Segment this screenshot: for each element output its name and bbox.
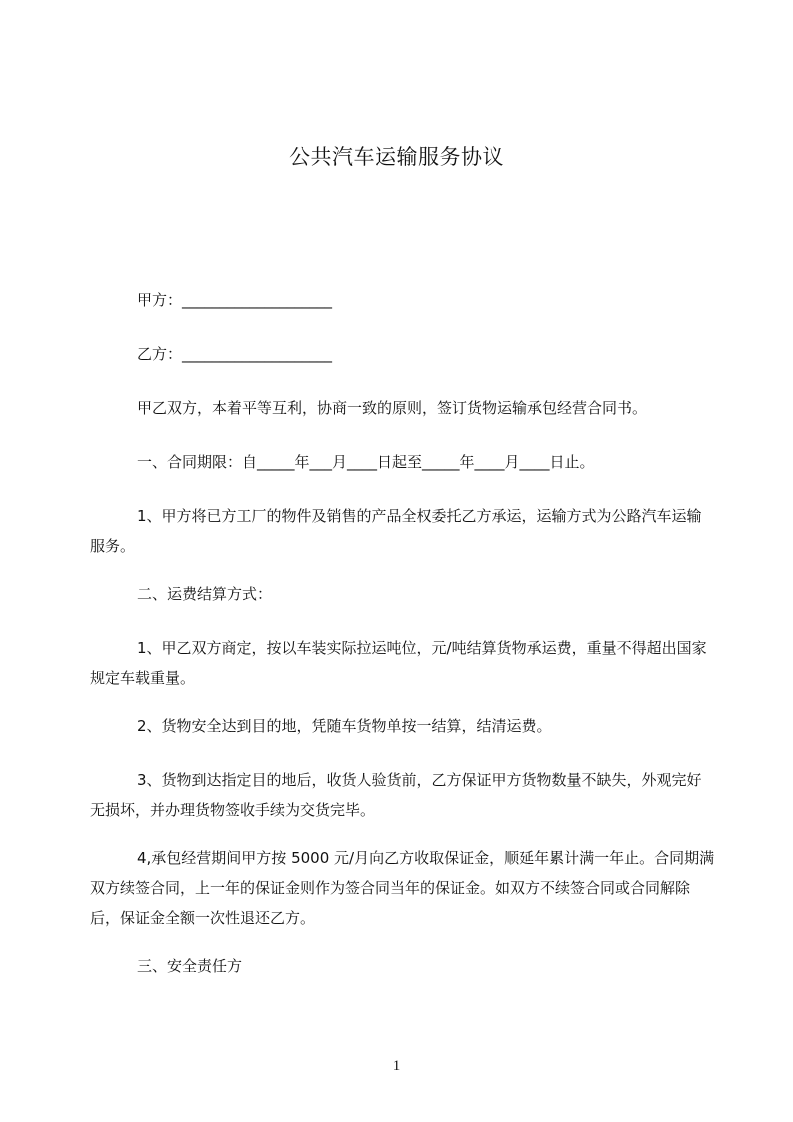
section2-heading: 二、运费结算方式： — [137, 585, 273, 603]
party-a-line: 甲方：____________________ — [137, 291, 333, 309]
document-title: 公共汽车运输服务协议 — [289, 145, 504, 169]
party-b-line: 乙方：____________________ — [137, 345, 333, 363]
section2-item4: 4,承包经营期间甲方按 5000 元/月向乙方收取保证金，顺延年累计满一年止。合同期满双方续签合同，上一年的保证金则作为签合同当年的保证金。如双方不续签合同或合同解除后，保证金全额一次性退还乙方。 — [90, 849, 715, 927]
section1-item1: 1、甲方将已方工厂的物件及销售的产品全权委托乙方承运，运输方式为公路汽车运输服务。 — [90, 507, 702, 555]
section3-heading: 三、安全责任方 — [137, 957, 243, 975]
section1-heading: 一、合同期限：自_____年___月____日起至_____年____月____日止。 — [137, 453, 595, 471]
section2-item2: 2、货物安全达到目的地，凭随车货物单按一结算，结清运费。 — [137, 717, 552, 735]
intro-paragraph: 甲乙双方，本着平等互利，协商一致的原则，签订货物运输承包经营合同书。 — [137, 399, 648, 417]
page-number: 1 — [392, 1058, 401, 1074]
section2-item1: 1、甲乙双方商定，按以车装实际拉运吨位，元/吨结算货物承运费，重量不得超出国家规定车载重量。 — [90, 639, 707, 687]
section2-item3: 3、货物到达指定目的地后，收货人验货前，乙方保证甲方货物数量不缺失，外观完好无损坏，并办理货物签收手续为交货完毕。 — [90, 771, 702, 819]
